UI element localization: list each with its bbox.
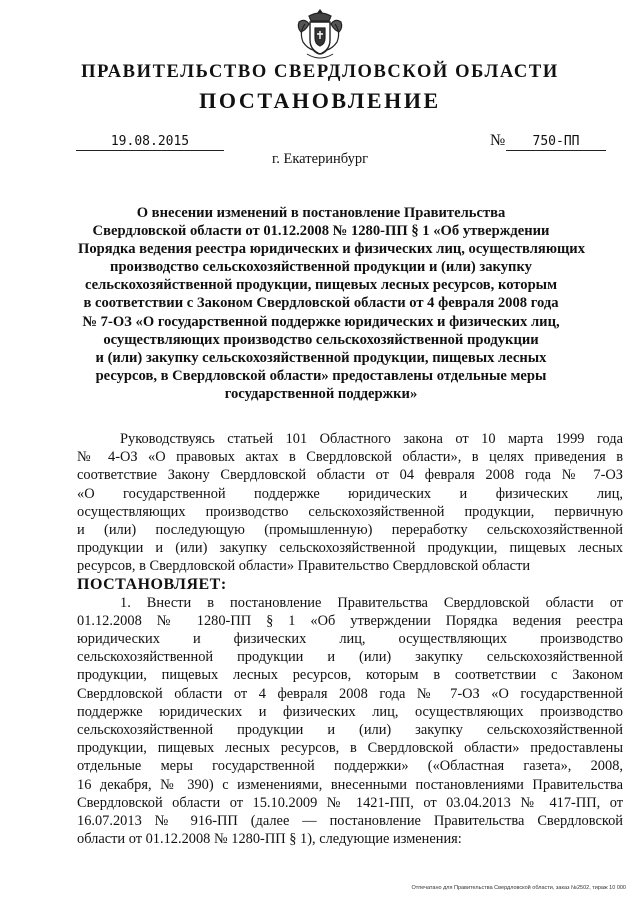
government-name: ПРАВИТЕЛЬСТВО СВЕРДЛОВСКОЙ ОБЛАСТИ bbox=[81, 62, 559, 82]
body-line: 01.12.2008 № 1280-ПП § 1 «Об утверждении Порядка ведения реестра bbox=[77, 612, 623, 629]
body-line: сельскохозяйственной продукции и (или) закупку сельскохозяйственной bbox=[77, 722, 623, 738]
title-line: осуществляющих производство сельскохозяйственной продукции bbox=[103, 331, 539, 348]
body-line: поддержке юридических и физических лиц, осуществляющих производство bbox=[77, 703, 623, 720]
body-line: 1. Внести в постановление Правительства Свердловской области от bbox=[120, 594, 623, 611]
resolves-heading: ПОСТАНОВЛЯЕТ: bbox=[77, 575, 227, 593]
body-line: и (или) последующую (промышленную) переработку сельскохозяйственной bbox=[77, 521, 623, 538]
title-line: сельскохозяйственной продукции, пищевых лесных ресурсов, которым bbox=[84, 277, 558, 294]
title-line: ресурсов, в Свердловской области» предоставлены отдельные меры bbox=[95, 367, 547, 384]
title-line: О внесении изменений в постановление Правительства bbox=[136, 205, 506, 221]
title-line: Свердловской области от 01.12.2008 № 1280-ПП § 1 «Об утверждении bbox=[92, 223, 550, 240]
document-title bbox=[78, 204, 586, 403]
document-body bbox=[77, 430, 623, 848]
body-line: области от 01.12.2008 № 1280-ПП § 1), следующие изменения: bbox=[77, 831, 462, 848]
body-line: «О государственной поддержке юридических и физических лиц, bbox=[77, 485, 623, 502]
body-line: продукции, пищевых лесных ресурсов, которым в соответствии с Законом bbox=[77, 667, 623, 684]
body-line: Свердловской области от 4 февраля 2008 года № 7-ОЗ «О государственной bbox=[77, 685, 623, 702]
title-line: Порядка ведения реестра юридических и физических лиц, осуществляющих bbox=[78, 241, 586, 258]
body-line: 16.07.2013 № 916-ПП (далее — постановление Правительства Свердловской bbox=[77, 812, 623, 829]
body-line: продукции, пищевых лесных ресурсов, в Свердловской области» предоставлены bbox=[77, 740, 623, 757]
body-line: № 4-ОЗ «О правовых актах в Свердловской области», в целях приведения в bbox=[77, 449, 623, 466]
title-line: № 7-ОЗ «О государственной поддержке юридических и физических лиц, bbox=[82, 313, 560, 330]
city: г. Екатеринбург bbox=[271, 151, 369, 167]
print-footer: Отпечатано для Правительства Свердловской области, заказ №2502, тираж 10 000 bbox=[411, 885, 626, 891]
body-line: ресурсов, в Свердловской области» Правительство Свердловской области bbox=[77, 558, 531, 575]
title-line: государственной поддержки» bbox=[224, 385, 418, 402]
coat-of-arms-icon bbox=[295, 4, 345, 62]
body-line: Свердловской области от 15.10.2009 № 1421-ПП, от 03.04.2013 № 417-ПП, от bbox=[77, 794, 623, 811]
body-line: сельскохозяйственной продукции и (или) закупку сельскохозяйственной bbox=[77, 649, 623, 666]
body-line: осуществляющих производство сельскохозяйственной продукции, первичную bbox=[77, 503, 623, 520]
body-line: 16 декабря, № 390) с изменениями, внесенными постановлениями Правительства bbox=[77, 776, 623, 793]
document-type: ПОСТАНОВЛЕНИЕ bbox=[199, 88, 441, 113]
document-date: 19.08.2015 bbox=[76, 134, 224, 151]
body-line: продукции и (или) закупку сельскохозяйственной продукции, пищевых лесных bbox=[77, 540, 623, 557]
number-sign: № bbox=[490, 132, 506, 149]
body-line: Руководствуясь статьей 101 Областного закона от 10 марта 1999 года bbox=[120, 431, 623, 447]
title-line: в соответствии с Законом Свердловской области от 4 февраля 2008 года bbox=[83, 295, 559, 312]
title-line: производство сельскохозяйственной продукции и (или) закупку bbox=[110, 259, 532, 276]
title-line: и (или) закупку сельскохозяйственной продукции, пищевых лесных bbox=[95, 349, 547, 366]
body-line: юридических и физических лиц, осуществляющих производство bbox=[77, 631, 623, 648]
body-line: отдельные меры государственной поддержки» («Областная газета», 2008, bbox=[77, 758, 623, 775]
body-line: соответствие Закону Свердловской области от 04 февраля 2008 года № 7-ОЗ bbox=[77, 467, 623, 484]
document-number: 750-ПП bbox=[506, 134, 606, 151]
